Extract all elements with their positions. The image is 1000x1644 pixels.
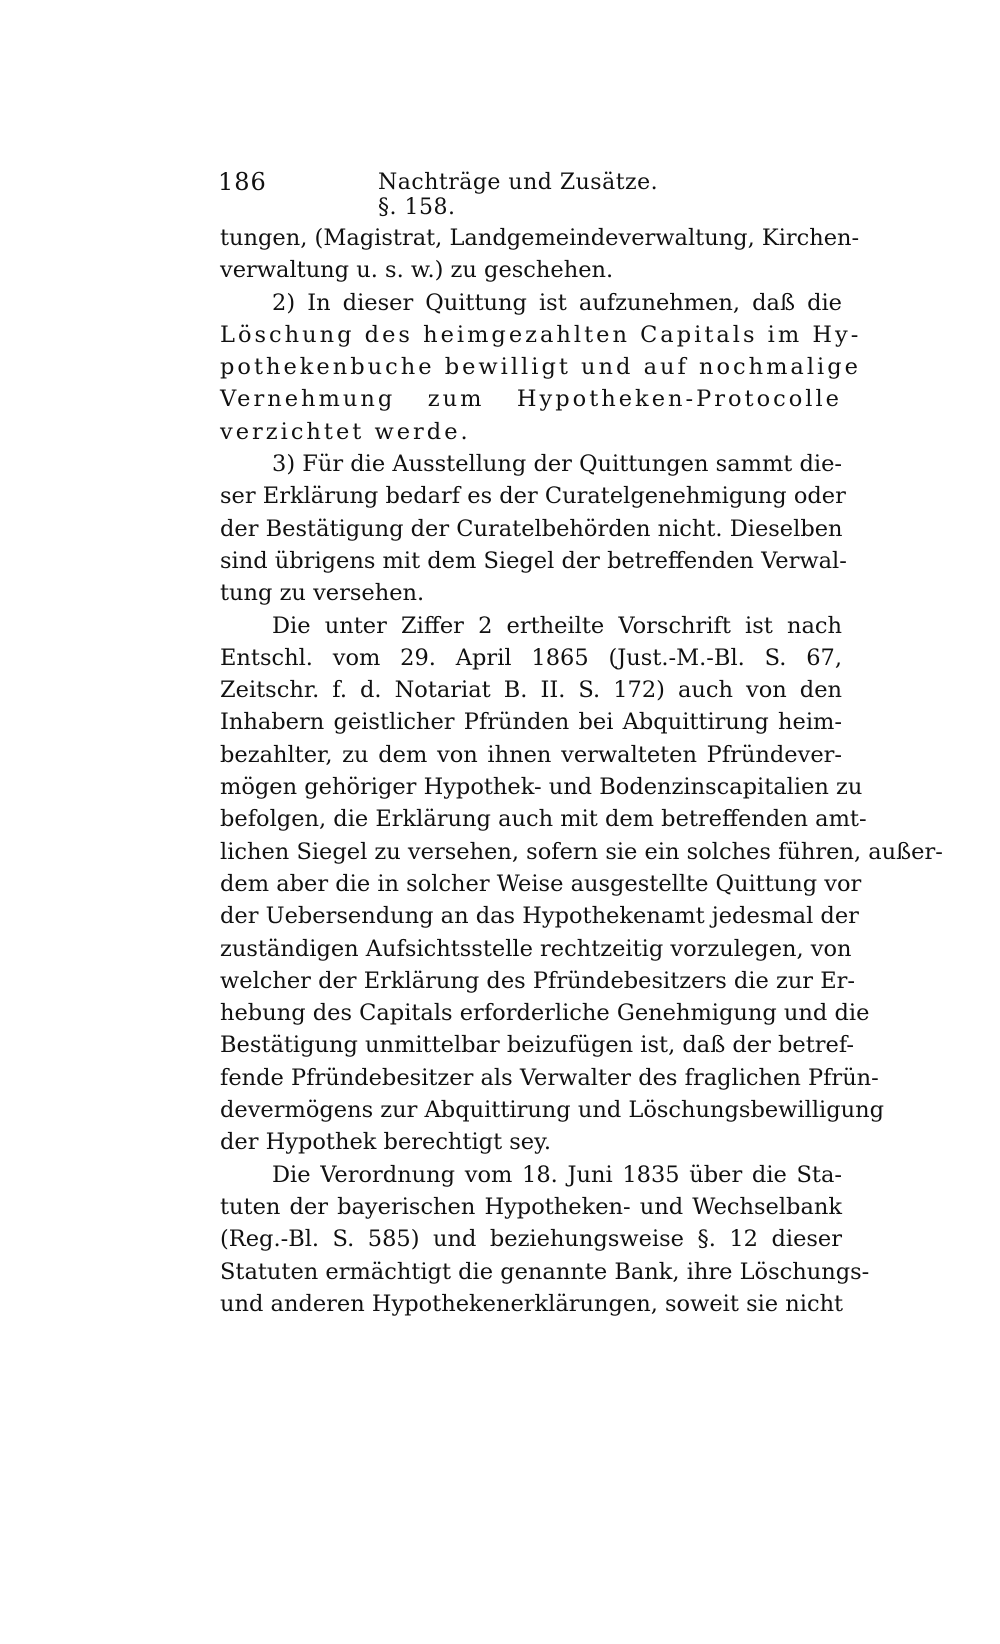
text-line: bezahlter, zu dem von ihnen verwalteten Pfründever- [220,741,842,768]
text-line: verzichtet werde. [220,418,471,445]
text-line: dem aber die in solcher Weise ausgestellte Quittung vor [220,870,862,897]
text-line: devermögens zur Abquittirung und Löschungsbewilligung [220,1097,885,1124]
text-line: Zeitschr. f. d. Notariat B. II. S. 172) auch von den [220,677,842,704]
text-line: sind übrigens mit dem Siegel der betreffenden Verwal- [220,547,847,574]
text-line: hebung des Capitals erforderliche Genehmigung und die [220,1000,870,1027]
running-head: Nachträge und Zusätze. §. 158. [378,170,659,220]
text-line: lichen Siegel zu versehen, sofern sie ein solches führen, außer- [220,838,943,865]
text-line: tung zu versehen. [220,580,425,607]
text-line: Die unter Ziffer 2 ertheilte Vorschrift ist nach [272,612,842,639]
text-line: mögen gehöriger Hypothek- und Bodenzinscapitalien zu [220,774,863,801]
text-line: verwaltung u. s. w.) zu geschehen. [220,257,614,284]
text-line: der Hypothek berechtigt sey. [220,1129,551,1156]
text-line: Die Verordnung vom 18. Juni 1835 über die Sta- [272,1161,842,1188]
text-line: der Uebersendung an das Hypothekenamt jedesmal der [220,903,859,930]
text-line: Bestätigung unmittelbar beizufügen ist, daß der betref- [220,1032,854,1059]
text-line: Löschung des heimgezahlten Capitals im Hy- [220,321,862,348]
text-line: und anderen Hypothekenerklärungen, soweit sie nicht [220,1290,844,1317]
text-line: pothekenbuche bewilligt und auf nochmalige [220,354,861,381]
text-line: ser Erklärung bedarf es der Curatelgenehmigung oder [220,483,846,510]
page-header [218,168,668,220]
text-line: Vernehmung zum Hypotheken-Protocolle [220,386,842,413]
text-line: Entschl. vom 29. April 1865 (Just.-M.-Bl. S. 67, [220,644,842,671]
text-line: welcher der Erklärung des Pfründebesitzers die zur Er- [220,967,855,994]
text-line: Statuten ermächtigt die genannte Bank, ihre Löschungs- [220,1258,870,1285]
text-line: fende Pfründebesitzer als Verwalter des fraglichen Pfrün- [220,1064,879,1091]
text-line: tuten der bayerischen Hypotheken- und Wechselbank [220,1193,842,1220]
text-line: 3) Für die Ausstellung der Quittungen sammt die- [272,451,842,478]
text-line: befolgen, die Erklärung auch mit dem betreffenden amt- [220,806,867,833]
text-line: Inhabern geistlicher Pfründen bei Abquittirung heim- [220,709,842,736]
text-line: zuständigen Aufsichtsstelle rechtzeitig vorzulegen, von [220,935,852,962]
text-line: tungen, (Magistrat, Landgemeindeverwaltung, Kirchen- [220,225,860,251]
body-text [220,222,943,1320]
text-line: 2) In dieser Quittung ist aufzunehmen, daß die [272,289,842,316]
page-number: 186 [218,168,267,196]
text-line: (Reg.-Bl. S. 585) und beziehungsweise §. 12 dieser [220,1226,842,1253]
text-line: der Bestätigung der Curatelbehörden nicht. Dieselben [220,515,843,542]
